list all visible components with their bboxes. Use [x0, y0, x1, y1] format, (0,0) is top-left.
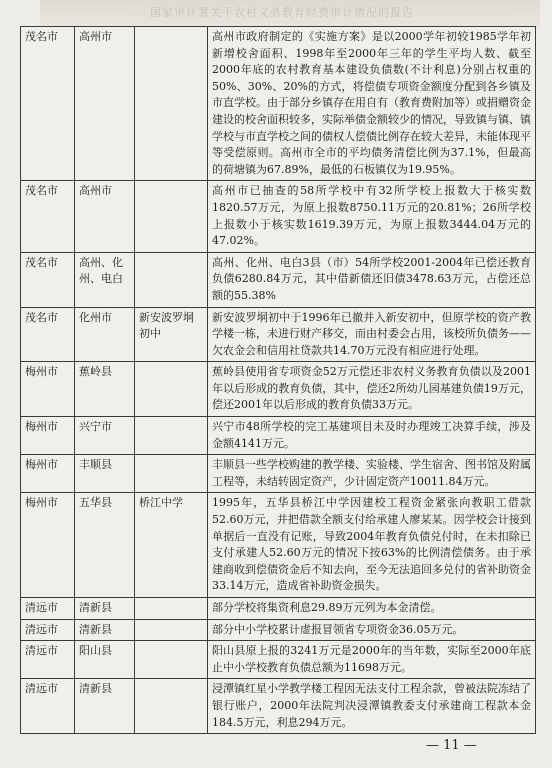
table-row	[21, 641, 536, 679]
city-cell: 梅州市	[21, 417, 75, 455]
issue-cell: 兴宁市48所学校的完工基建项目未及时办理竣工决算手续，涉及金额4141万元。	[208, 417, 536, 455]
issue-cell: 高州、化州、电白3县（市）54所学校2001-2004年已偿还教育负债6280.84万元，其中借新债还旧债3478.63万元，占偿还总额的55.38%	[208, 252, 536, 307]
school-cell	[135, 679, 208, 734]
county-cell: 高州、化州、电白	[75, 252, 135, 307]
county-cell: 蕉岭县	[75, 362, 135, 417]
issue-cell: 浸潭镇红星小学教学楼工程因无法支付工程余款，曾被法院冻结了银行账户，2000年法院判决浸潭镇教委支付承建商工程款本金184.5万元，利息294万元。	[208, 679, 536, 734]
school-cell	[135, 181, 208, 252]
school-cell	[135, 619, 208, 641]
school-cell	[135, 455, 208, 493]
county-cell: 高州市	[75, 181, 135, 252]
county-cell: 阳山县	[75, 641, 135, 679]
table-row	[21, 307, 536, 362]
issue-cell: 阳山县原上报的3241万元是2000年的当年数，实际至2000年底止中小学校教育负债总额为11698万元。	[208, 641, 536, 679]
school-cell	[135, 417, 208, 455]
issue-cell: 高州市政府制定的《实施方案》是以2000学年初较1985学年初新增校舍面积、1998年至2000年三年的学生平均人数、截至2000年底的农村教育基本建设负债数(不计利息)分别占权重的50%、30%、20%的方式，将偿债专项资金额度分配到各乡镇及市直学校。由于部分乡镇存在用自有（教育费附加等）或捐赠资金建设的校舍面积较多，实际举债金额较少的情况，导致镇与镇、镇学校与市直学校之间的债权人偿债比例存在较大差异，未能体现平等受偿原则。高州市全市的平均债务清偿比例为37.1%，但最高的荷塘镇为67.89%，最低的石板镇仅为19.95%。	[208, 27, 536, 181]
county-cell: 清新县	[75, 619, 135, 641]
school-cell	[135, 598, 208, 620]
city-cell: 梅州市	[21, 455, 75, 493]
audit-findings-table	[20, 26, 536, 734]
issue-cell: 新安波罗垌初中于1996年已撤并入新安初中，但原学校的资产教学楼一栋，未进行财产移交，而由村委会占用，该校所负债务——欠农金会和信用社贷款共14.70万元没有相应进行处理。	[208, 307, 536, 362]
city-cell: 梅州市	[21, 362, 75, 417]
issue-cell: 部分中小学校累计虚报冒领省专项资金36.05万元。	[208, 619, 536, 641]
bleed-through-text: 国家审计署关于农村义务教育经费审计情况的报告	[150, 6, 414, 19]
table-row	[21, 181, 536, 252]
issue-cell: 高州市已抽查的58所学校中有32所学校上报数大于核实数1820.57万元，为原上报数8750.11万元的20.81%；26所学校上报数小于核实数1619.39万元，为原上报数3444.04万元的47.02%。	[208, 181, 536, 252]
school-cell: 新安波罗垌初中	[135, 307, 208, 362]
county-cell: 五华县	[75, 493, 135, 598]
table-row	[21, 455, 536, 493]
page-number: — 11 —	[426, 738, 477, 753]
issue-cell: 部分学校将集资利息29.89万元列为本金清偿。	[208, 598, 536, 620]
city-cell: 茂名市	[21, 27, 75, 181]
city-cell: 茂名市	[21, 252, 75, 307]
school-cell	[135, 252, 208, 307]
table-row	[21, 417, 536, 455]
county-cell: 清新县	[75, 679, 135, 734]
city-cell: 茂名市	[21, 307, 75, 362]
table-row	[21, 27, 536, 181]
city-cell: 梅州市	[21, 493, 75, 598]
city-cell: 清远市	[21, 619, 75, 641]
table-row	[21, 493, 536, 598]
county-cell: 化州市	[75, 307, 135, 362]
table-row	[21, 598, 536, 620]
table-body	[21, 27, 536, 734]
city-cell: 清远市	[21, 679, 75, 734]
issue-cell: 蕉岭县使用省专项资金52万元偿还非农村义务教育负债以及2001年以后形成的教育负债，其中，偿还2所幼儿园基建负债19万元，偿还2001年以后形成的教育负债33万元。	[208, 362, 536, 417]
table-row	[21, 679, 536, 734]
city-cell: 清远市	[21, 641, 75, 679]
county-cell: 高州市	[75, 27, 135, 181]
city-cell: 茂名市	[21, 181, 75, 252]
school-cell	[135, 27, 208, 181]
city-cell: 清远市	[21, 598, 75, 620]
issue-cell: 1995年，五华县桥江中学因建校工程资金紧张向教职工借款52.60万元，并把借款全额支付给承建人廖某某。因学校会计接到单据后一直没有记账，导致2004年教育负债兑付时，在未扣除已支付承建人52.60万元的情况下按63%的比例清偿债务。由于承建商收到偿债资金后不知去向，至今无法追回多兑付的省补助资金33.14万元，造成省补助资金损失。	[208, 493, 536, 598]
county-cell: 清新县	[75, 598, 135, 620]
county-cell: 丰顺县	[75, 455, 135, 493]
table-row	[21, 362, 536, 417]
table-row	[21, 619, 536, 641]
table-row	[21, 252, 536, 307]
school-cell	[135, 362, 208, 417]
school-cell: 桥江中学	[135, 493, 208, 598]
issue-cell: 丰顺县一些学校购建的教学楼、实验楼、学生宿舍、图书馆及附属工程等，未结转固定资产，少计固定资产10011.84万元。	[208, 455, 536, 493]
county-cell: 兴宁市	[75, 417, 135, 455]
school-cell	[135, 641, 208, 679]
